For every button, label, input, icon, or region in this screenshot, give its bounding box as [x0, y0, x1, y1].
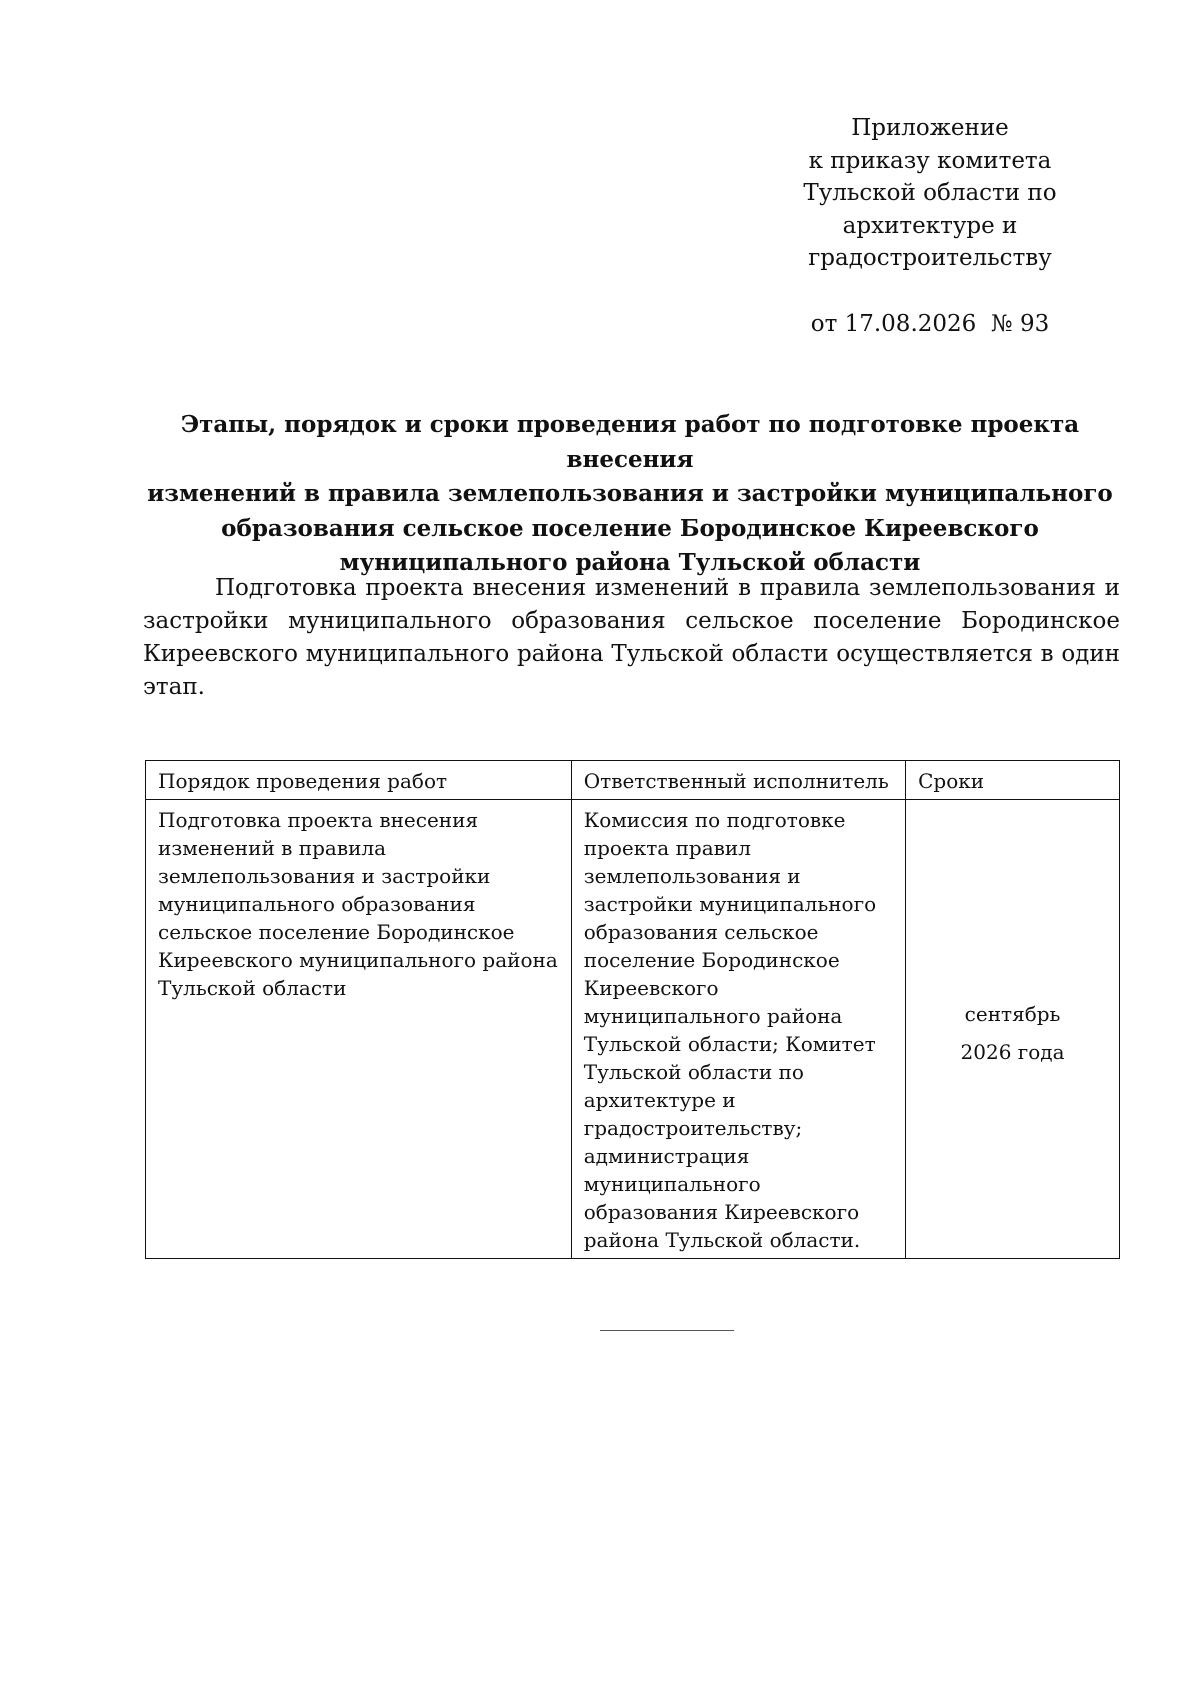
header-work-order: Порядок проведения работ — [146, 761, 572, 800]
deadline-year: 2026 года — [960, 1040, 1065, 1064]
title-line: образования сельское поселение Бородинское Киреевского — [221, 514, 1039, 542]
appendix-line: Тульской области по — [803, 180, 1057, 206]
title-line: Этапы, порядок и сроки проведения работ по подготовке проекта внесения — [180, 411, 1080, 473]
stages-table — [145, 760, 1120, 1259]
title-line: муниципального района Тульской области — [339, 549, 921, 576]
document-title — [140, 408, 1120, 581]
table-header-row — [146, 761, 1120, 800]
deadline-month: сентябрь — [964, 1002, 1061, 1026]
appendix-line: градостроительству — [808, 245, 1052, 271]
cell-deadline — [906, 800, 1120, 1259]
header-executor: Ответственный исполнитель — [571, 761, 905, 800]
appendix-line: к приказу комитета — [808, 147, 1052, 174]
appendix-block — [780, 112, 1080, 275]
cell-work: Подготовка проекта внесения изменений в правила землепользования и застройки муниципального образования сельское поселение Бородинское Киреевского муниципального района Тульской области — [146, 800, 572, 1259]
body-paragraph: Подготовка проекта внесения изменений в правила землепользования и застройки муниципального образования сельское поселение Бородинское Киреевского муниципального района Тульской области осуществляется в один этап. — [143, 575, 1120, 700]
cell-executor: Комиссия по подготовке проекта правил землепользования и застройки муниципального образования сельское поселение Бородинское Киреевского муниципального района Тульской области; Комитет Тульской области по архитектуре и градостроительству; администрация муниципального образования Киреевского района Тульской области. — [571, 800, 905, 1259]
title-line: изменений в правила землепользования и застройки муниципального — [147, 480, 1113, 507]
closing-divider — [600, 1330, 734, 1331]
appendix-line: архитектуре и — [842, 212, 1018, 239]
header-deadline: Сроки — [906, 761, 1120, 800]
order-reference: от 17.08.2026 № 93 — [810, 311, 1050, 337]
appendix-line: Приложение — [851, 115, 1009, 141]
table-row — [146, 800, 1120, 1259]
